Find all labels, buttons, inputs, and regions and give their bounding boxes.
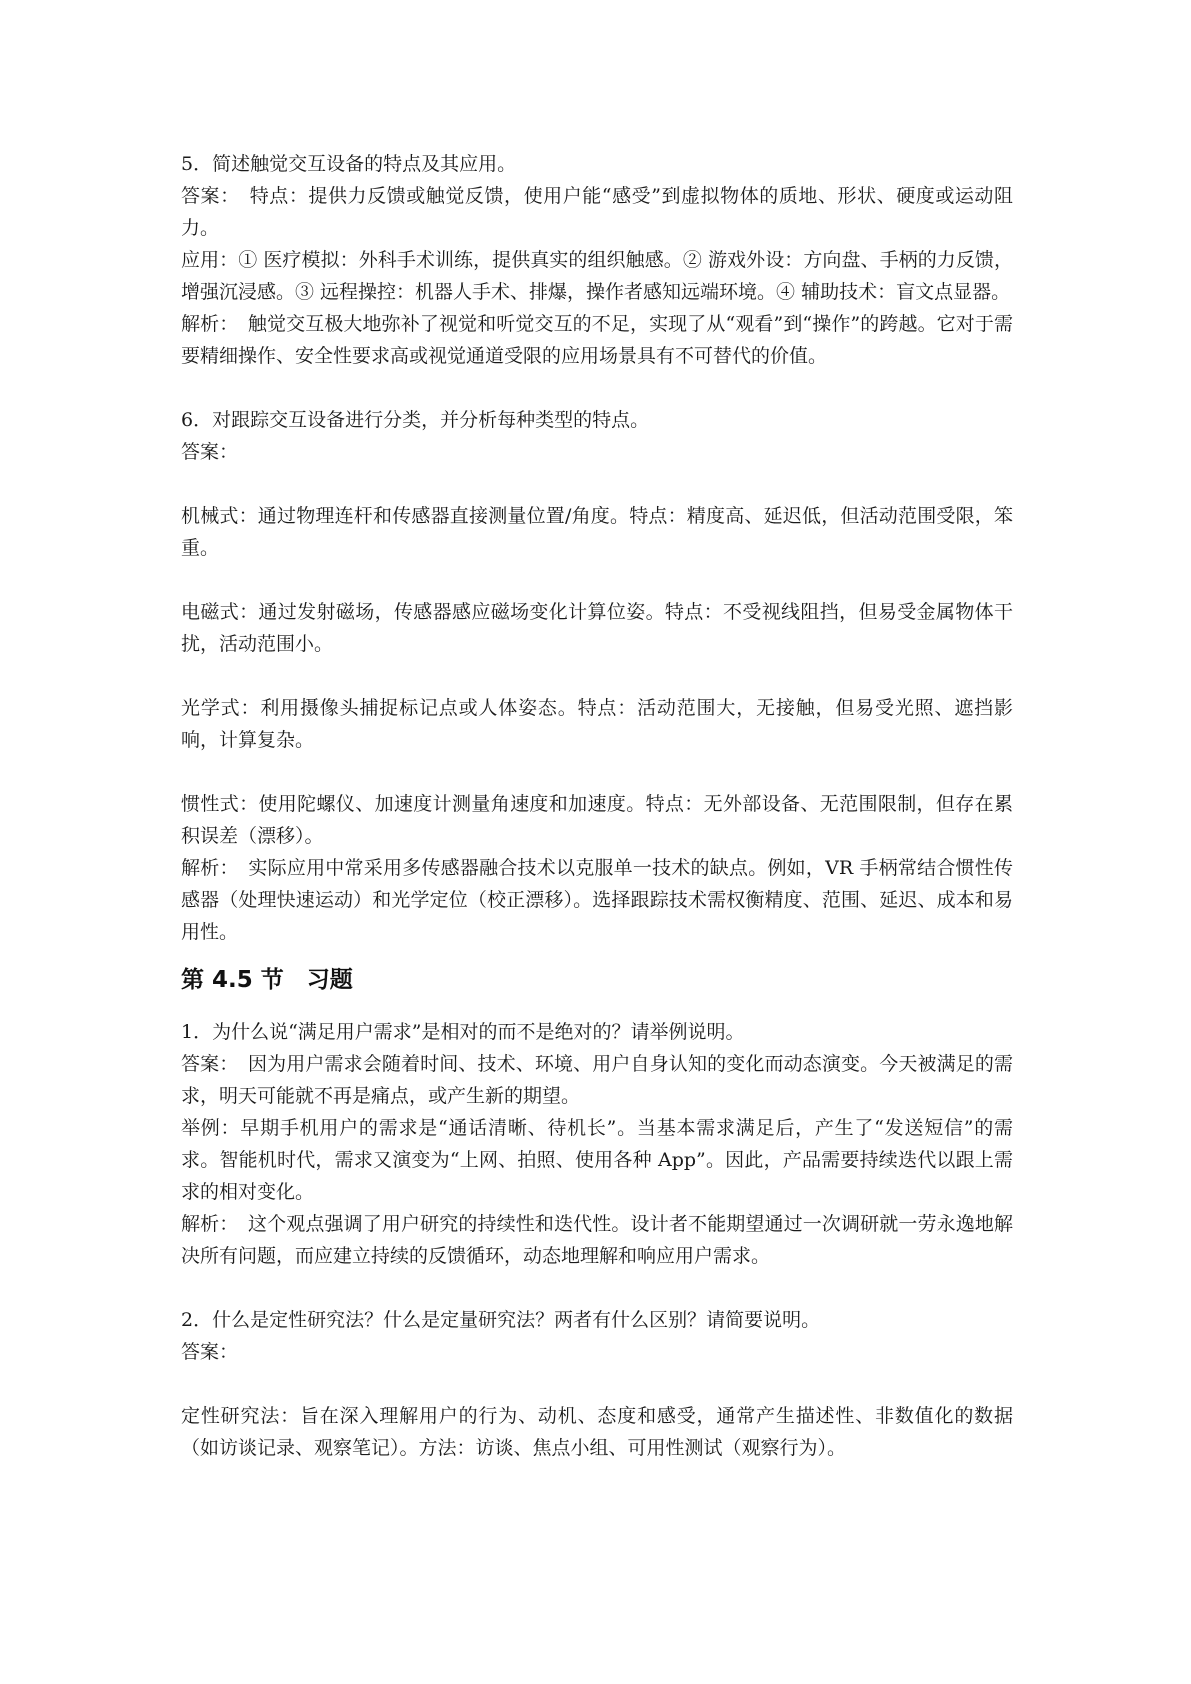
s1-answer: 答案： 因为用户需求会随着时间、技术、环境、用户自身认知的变化而动态演变。今天被满足的需求，明天可能就不再是痛点，或产生新的期望。 [181, 1053, 1013, 1107]
document-body [181, 148, 1013, 1464]
spacer [181, 372, 1013, 404]
spacer [181, 468, 1013, 500]
spacer [181, 564, 1013, 596]
spacer [181, 1368, 1013, 1400]
spacer [181, 756, 1013, 788]
s1-question: 1．为什么说“满足用户需求”是相对的而不是绝对的？请举例说明。 [181, 1021, 745, 1043]
q6-inertial: 惯性式：使用陀螺仪、加速度计测量角速度和加速度。特点：无外部设备、无范围限制，但存在累积误差（漂移）。 [181, 793, 1013, 847]
s2-question: 2．什么是定性研究法？什么是定量研究法？两者有什么区别？请简要说明。 [181, 1309, 821, 1331]
q6-mechanical: 机械式：通过物理连杆和传感器直接测量位置/角度。特点：精度高、延迟低，但活动范围受限，笨重。 [181, 505, 1013, 559]
s2-answer-label: 答案： [181, 1341, 239, 1363]
spacer [181, 1272, 1013, 1304]
s1-analysis: 解析： 这个观点强调了用户研究的持续性和迭代性。设计者不能期望通过一次调研就一劳永逸地解决所有问题，而应建立持续的反馈循环，动态地理解和响应用户需求。 [181, 1213, 1013, 1267]
section-title: 第 4.5 节 习题 [181, 967, 353, 993]
q6-electromagnetic: 电磁式：通过发射磁场，传感器感应磁场变化计算位姿。特点：不受视线阻挡，但易受金属物体干扰，活动范围小。 [181, 601, 1013, 655]
s2-qualitative: 定性研究法：旨在深入理解用户的行为、动机、态度和感受，通常产生描述性、非数值化的数据（如访谈记录、观察笔记）。方法：访谈、焦点小组、可用性测试（观察行为）。 [181, 1405, 1013, 1459]
spacer [181, 660, 1013, 692]
q6-optical: 光学式：利用摄像头捕捉标记点或人体姿态。特点：活动范围大，无接触，但易受光照、遮挡影响，计算复杂。 [181, 697, 1013, 751]
q6-answer-label: 答案： [181, 441, 239, 463]
q5-application: 应用：① 医疗模拟：外科手术训练，提供真实的组织触感。② 游戏外设：方向盘、手柄的力反馈，增强沉浸感。③ 远程操控：机器人手术、排爆，操作者感知远端环境。④ 辅助技术：盲文点显器。 [181, 249, 1013, 303]
s1-example: 举例：早期手机用户的需求是“通话清晰、待机长”。当基本需求满足后，产生了“发送短信”的需求。智能机时代，需求又演变为“上网、拍照、使用各种 App”。因此，产品需要持续迭代以跟上需求的相对变化。 [181, 1117, 1013, 1203]
q5-analysis: 解析： 触觉交互极大地弥补了视觉和听觉交互的不足，实现了从“观看”到“操作”的跨越。它对于需要精细操作、安全性要求高或视觉通道受限的应用场景具有不可替代的价值。 [181, 313, 1013, 367]
q6-analysis: 解析： 实际应用中常采用多传感器融合技术以克服单一技术的缺点。例如，VR 手柄常结合惯性传感器（处理快速运动）和光学定位（校正漂移）。选择跟踪技术需权衡精度、范围、延迟、成本和易用性。 [181, 857, 1013, 943]
q6-question: 6．对跟踪交互设备进行分类，并分析每种类型的特点。 [181, 409, 650, 431]
q5-question: 5．简述触觉交互设备的特点及其应用。 [181, 153, 517, 175]
q5-answer: 答案： 特点：提供力反馈或触觉反馈，使用户能“感受”到虚拟物体的质地、形状、硬度或运动阻力。 [181, 185, 1013, 239]
